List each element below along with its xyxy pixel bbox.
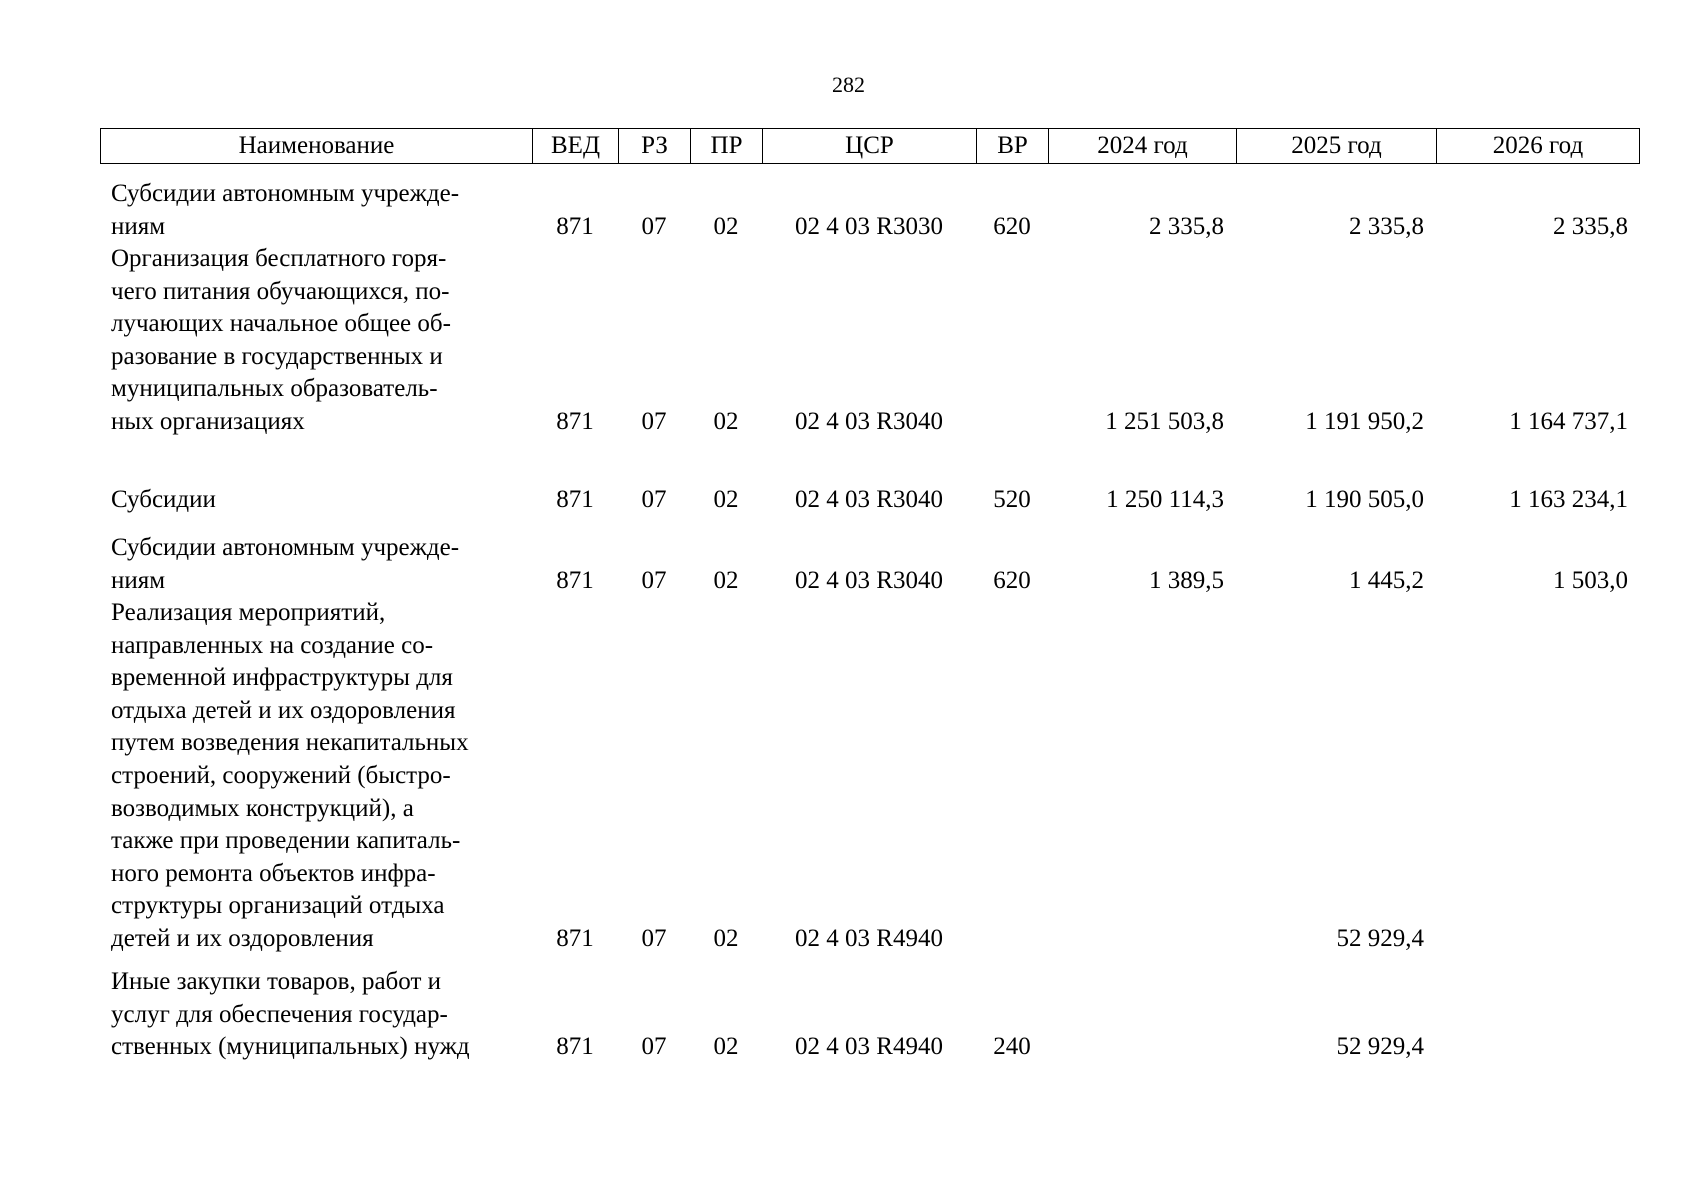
row-value-2024: 2 335,8	[1149, 212, 1224, 240]
row-pr: 02	[713, 925, 739, 952]
row-rz: 07	[641, 212, 667, 240]
row-name-line: лучающих начальное общее об-	[111, 310, 451, 338]
row-ved: 871	[556, 212, 594, 240]
row-name	[111, 484, 531, 517]
row-csr: 02 4 03 R3040	[795, 408, 943, 435]
row-name-line: временной инфраструктуры для	[111, 664, 453, 692]
header-name: Наименование	[101, 129, 533, 164]
row-value-2024: 1 250 114,3	[1106, 486, 1224, 513]
header-2025: 2025 год	[1237, 129, 1437, 164]
row-rz: 07	[641, 408, 667, 435]
row-rz: 07	[641, 486, 667, 513]
row-name-line: Организация бесплатного горя-	[111, 245, 447, 272]
row-value-2025: 1 191 950,2	[1305, 408, 1424, 435]
row-name-line: направленных на создание со-	[111, 631, 434, 659]
row-name-line: Субсидии автономным учрежде-	[111, 180, 460, 207]
row-ved: 871	[556, 486, 594, 513]
row-name-line: возводимых конструкций), а	[111, 794, 414, 822]
row-name-line: Реализация мероприятий,	[111, 599, 386, 626]
row-value-2025: 1 445,2	[1349, 566, 1424, 594]
row-name-line: также при проведении капиталь-	[111, 827, 461, 855]
row-csr: 02 4 03 R3040	[795, 486, 943, 513]
row-csr: 02 4 03 R4940	[795, 1033, 943, 1061]
row-name-line: Субсидии автономным учрежде-	[111, 534, 460, 561]
row-ved: 871	[556, 566, 594, 594]
row-vr: 620	[993, 566, 1031, 594]
row-value-2026: 2 335,8	[1553, 212, 1628, 240]
row-name-line: ного ремонта объектов инфра-	[111, 859, 436, 887]
row-value-2026: 1 164 737,1	[1509, 408, 1628, 435]
row-name-line: услуг для обеспечения государ-	[111, 1000, 448, 1028]
row-name	[111, 178, 531, 243]
row-name-line: Иные закупки товаров, работ и	[111, 968, 442, 995]
row-pr: 02	[713, 408, 739, 435]
row-name	[111, 243, 531, 439]
row-rz: 07	[641, 566, 667, 594]
row-pr: 02	[713, 486, 739, 513]
header-2026: 2026 год	[1437, 129, 1640, 164]
row-rz: 07	[641, 1033, 667, 1061]
row-csr: 02 4 03 R4940	[795, 925, 943, 952]
row-rz: 07	[641, 925, 667, 952]
row-ved: 871	[556, 408, 594, 435]
row-value-2025: 2 335,8	[1349, 212, 1424, 240]
header-pr: ПР	[691, 129, 763, 164]
row-name-line: разование в государственных и	[111, 342, 443, 370]
row-name-line: ниям	[111, 212, 166, 240]
row-value-2025: 1 190 505,0	[1305, 486, 1424, 513]
row-ved: 871	[556, 925, 594, 952]
row-value-2025: 52 929,4	[1336, 1033, 1424, 1061]
row-name-line: детей и их оздоровления	[111, 924, 374, 952]
row-value-2025: 52 929,4	[1336, 925, 1424, 952]
header-rz: РЗ	[619, 129, 691, 164]
row-name-line: ниям	[111, 566, 166, 594]
row-value-2026: 1 163 234,1	[1509, 486, 1628, 513]
row-value-2026: 1 503,0	[1553, 566, 1628, 594]
row-name-line: Субсидии	[111, 486, 216, 513]
row-pr: 02	[713, 212, 739, 240]
row-pr: 02	[713, 566, 739, 594]
row-name	[111, 532, 531, 597]
row-pr: 02	[713, 1033, 739, 1061]
row-ved: 871	[556, 1033, 594, 1061]
row-name-line: чего питания обучающихся, по-	[111, 277, 450, 305]
header-csr: ЦСР	[763, 129, 977, 164]
row-vr: 620	[993, 212, 1031, 240]
header-vr: ВР	[977, 129, 1049, 164]
row-name-line: отдыха детей и их оздоровления	[111, 696, 456, 724]
row-name-line: ственных (муниципальных) нужд	[111, 1033, 470, 1061]
table-header	[100, 128, 1640, 164]
row-name	[111, 597, 531, 956]
page-number: 282	[832, 72, 865, 97]
row-vr: 240	[993, 1033, 1031, 1061]
row-name-line: строений, сооружений (быстро-	[111, 761, 451, 789]
row-name-line: структуры организаций отдыха	[111, 892, 445, 920]
row-name	[111, 966, 531, 1064]
row-name-line: муниципальных образователь-	[111, 375, 438, 403]
row-csr: 02 4 03 R3040	[795, 566, 943, 594]
row-value-2024: 1 251 503,8	[1105, 408, 1224, 435]
header-ved: ВЕД	[533, 129, 619, 164]
row-value-2024: 1 389,5	[1149, 566, 1224, 594]
header-2024: 2024 год	[1049, 129, 1237, 164]
row-csr: 02 4 03 R3030	[795, 212, 943, 240]
row-vr: 520	[993, 486, 1031, 513]
row-name-line: ных организациях	[111, 407, 305, 435]
row-name-line: путем возведения некапитальных	[111, 729, 469, 757]
